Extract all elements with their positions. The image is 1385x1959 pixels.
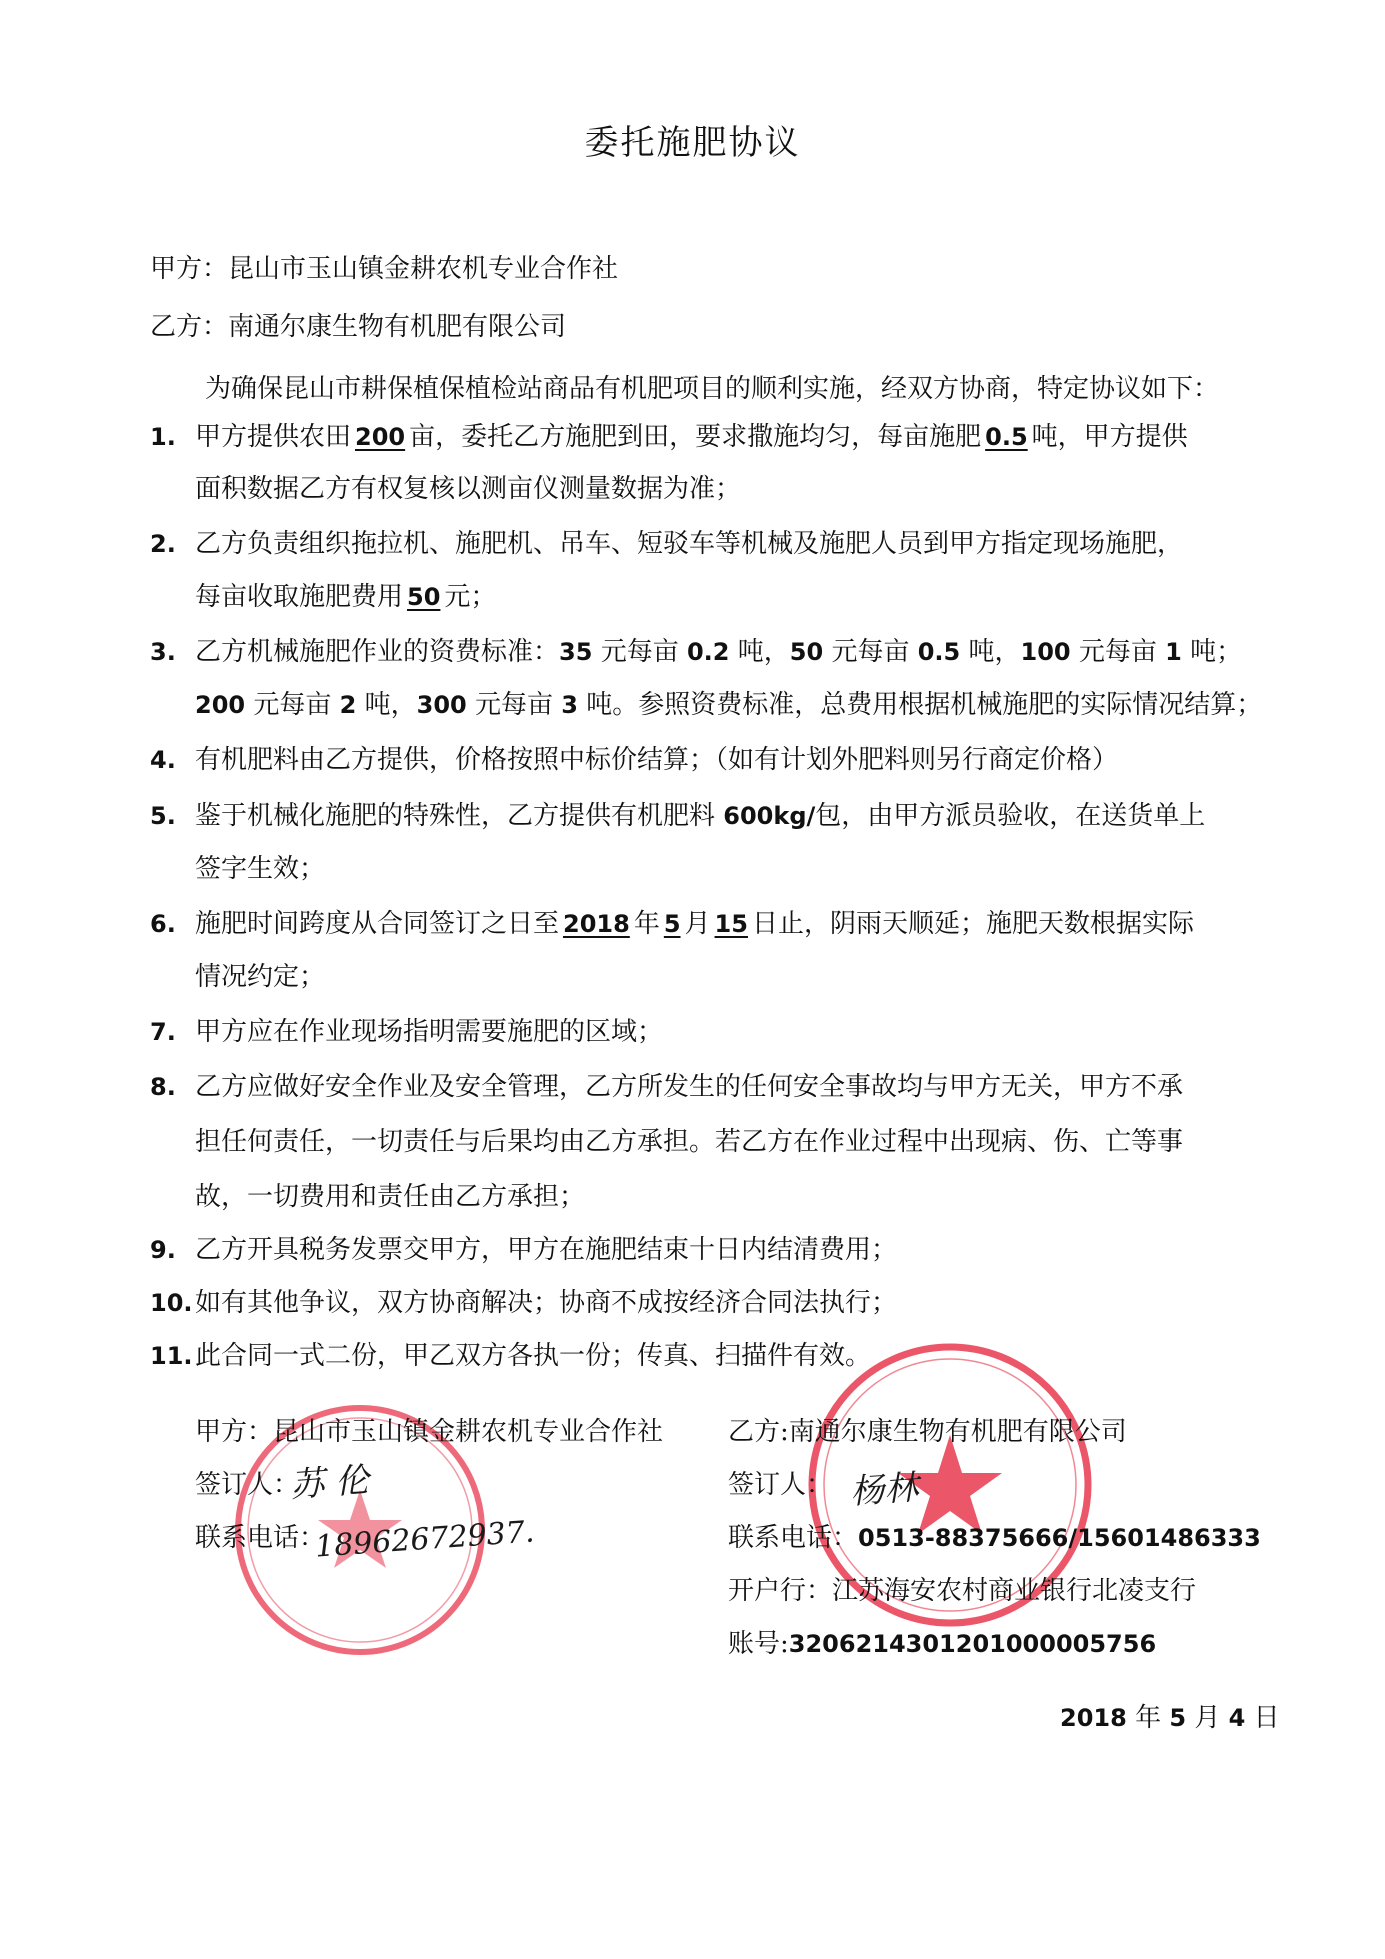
sign-b-bank: 开户行：江苏海安农村商业银行北凌支行 [728, 1576, 1197, 1606]
clause-number: 2. [150, 530, 176, 558]
clause-number: 8. [150, 1073, 176, 1101]
intro-paragraph: 为确保昆山市耕保植保植检站商品有机肥项目的顺利实施，经双方协商，特定协议如下： [205, 374, 1220, 404]
clause-3-line-2: 200 元每亩 2 吨，300 元每亩 3 吨。参照资费标准，总费用根据机械施肥的实际情况结算； [195, 690, 1263, 720]
sign-b-signature: 杨林 [848, 1467, 920, 1513]
clause-1-line-1: 甲方提供农田 200 亩，委托乙方施肥到田，要求撒施均匀，每亩施肥 0.5 吨，甲方提供 [195, 422, 1188, 452]
clause-number: 3. [150, 638, 176, 666]
clause-11-line-1: 此合同一式二份，甲乙双方各执一份；传真、扫描件有效。 [195, 1341, 872, 1371]
clause-5-line-2: 签字生效； [195, 854, 326, 884]
clause-10-line-1: 如有其他争议，双方协商解决；协商不成按经济合同法执行； [195, 1288, 898, 1318]
clause-number: 1. [150, 423, 176, 451]
clause-6-line-2: 情况约定； [195, 962, 326, 992]
clause-3-line-1: 乙方机械施肥作业的资费标准：35 元每亩 0.2 吨，50 元每亩 0.5 吨，100 元每亩 1 吨； [195, 637, 1243, 667]
sign-a-signer-label: 签订人： [195, 1470, 300, 1500]
clause-number: 11. [150, 1342, 193, 1370]
clause-number: 7. [150, 1018, 176, 1046]
clause-number: 9. [150, 1236, 176, 1264]
sign-b-account: 账号:3206214301201000005756 [728, 1629, 1157, 1659]
sign-b-phone: 联系电话：0513-88375666/15601486333 [728, 1523, 1261, 1553]
clause-number: 10. [150, 1289, 193, 1317]
clause-number: 6. [150, 910, 176, 938]
clause-2-line-2: 每亩收取施肥费用 50 元； [195, 582, 497, 612]
clause-5-line-1: 鉴于机械化施肥的特殊性，乙方提供有机肥料 600kg/包，由甲方派员验收，在送货单上 [195, 801, 1206, 831]
clause-7-line-1: 甲方应在作业现场指明需要施肥的区域； [195, 1017, 664, 1047]
signing-date: 2018 年 5 月 4 日 [1060, 1703, 1280, 1733]
party-a: 甲方：昆山市玉山镇金耕农机专业合作社 [150, 254, 619, 284]
clause-8-line-3: 故，一切费用和责任由乙方承担； [195, 1182, 586, 1212]
clause-2-line-1: 乙方负责组织拖拉机、施肥机、吊车、短驳车等机械及施肥人员到甲方指定现场施肥， [195, 529, 1184, 559]
sign-a-signature: 苏 伦 [288, 1460, 371, 1506]
clause-number: 5. [150, 802, 176, 830]
sign-a-phone: 18962672937. [314, 1514, 536, 1565]
clause-4-line-1: 有机肥料由乙方提供，价格按照中标价结算；（如有计划外肥料则另行商定价格） [195, 745, 1119, 775]
clause-8-line-2: 担任何责任，一切责任与后果均由乙方承担。若乙方在作业过程中出现病、伤、亡等事 [195, 1127, 1184, 1157]
party-b: 乙方：南通尔康生物有机肥有限公司 [150, 312, 567, 342]
sign-b-party: 乙方:南通尔康生物有机肥有限公司 [728, 1417, 1127, 1447]
clause-8-line-1: 乙方应做好安全作业及安全管理，乙方所发生的任何安全事故均与甲方无关，甲方不承 [195, 1072, 1184, 1102]
sign-a-phone-label: 联系电话： [195, 1523, 326, 1553]
clause-1-line-2: 面积数据乙方有权复核以测亩仪测量数据为准； [195, 474, 742, 504]
sign-b-signer-label: 签订人： [728, 1470, 833, 1500]
sign-a-party: 甲方：昆山市玉山镇金耕农机专业合作社 [195, 1417, 664, 1447]
clause-number: 4. [150, 746, 176, 774]
clause-6-line-1: 施肥时间跨度从合同签订之日至 2018 年 5 月 15 日止，阴雨天顺延；施肥天数根据实际 [195, 909, 1194, 939]
clause-9-line-1: 乙方开具税务发票交甲方，甲方在施肥结束十日内结清费用； [195, 1235, 898, 1265]
document-title: 委托施肥协议 [584, 123, 801, 163]
